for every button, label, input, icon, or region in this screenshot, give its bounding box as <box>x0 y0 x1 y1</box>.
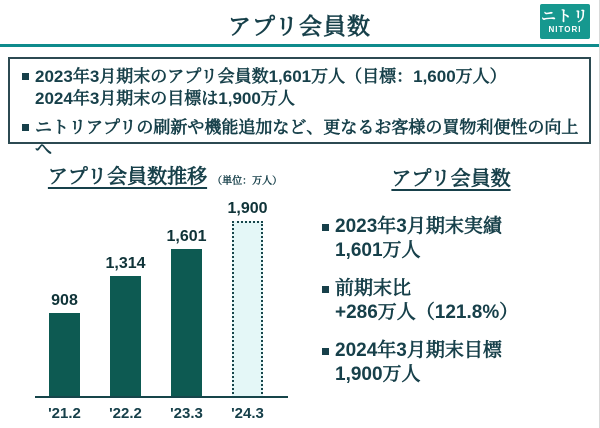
summary-bullet <box>22 66 579 110</box>
summary-bullet <box>22 117 579 161</box>
slide-header <box>0 0 599 44</box>
detail-bullet <box>322 277 592 325</box>
bullet-square-icon <box>322 286 329 293</box>
detail-line: 1,900万人 <box>335 364 421 385</box>
bullet-square-icon <box>22 73 29 80</box>
chart-title: アプリ会員数推移 <box>47 166 208 188</box>
detail-bullet <box>322 215 592 263</box>
nitori-logo-en-text: NITORI <box>548 25 582 34</box>
bar-category-label: '22.2 <box>109 405 142 422</box>
summary-line: 2024年3月期末の目標は1,900万人 <box>35 89 295 108</box>
bar-category-label: '24.3 <box>231 405 264 422</box>
bar-group <box>48 292 81 422</box>
detail-bullet-text <box>335 277 518 325</box>
nitori-logo-jp-text: ニトリ <box>540 8 589 25</box>
bullet-square-icon <box>322 348 329 355</box>
header-divider <box>0 44 599 47</box>
x-axis-line <box>35 396 288 398</box>
bar-group <box>105 255 146 422</box>
summary-box <box>8 57 591 159</box>
bar-value-label: 1,601 <box>166 228 207 245</box>
detail-bullet-text <box>335 339 502 387</box>
bar-group <box>166 228 207 422</box>
detail-line: 2024年3月期末目標 <box>335 340 502 361</box>
bullet-square-icon <box>22 124 29 131</box>
details-title: アプリ会員数 <box>391 168 511 190</box>
page-title: アプリ会員数 <box>227 13 372 39</box>
bar-21-2 <box>49 313 80 398</box>
bar-value-label: 908 <box>51 292 78 309</box>
detail-bullet <box>322 339 592 387</box>
bar-23-3 <box>171 249 202 398</box>
nitori-logo <box>540 4 590 39</box>
summary-line: ニトリアプリの刷新や機能追加など、更なるお客様の買物利便性の向上へ <box>35 118 579 159</box>
detail-line: +286万人（121.8%） <box>335 302 519 323</box>
bar-category-label: '21.2 <box>48 405 81 422</box>
details-section <box>310 158 592 428</box>
bullet-square-icon <box>322 224 329 231</box>
chart-header <box>20 160 310 189</box>
bar-22-2 <box>110 276 141 398</box>
detail-line: 前期末比 <box>335 278 412 299</box>
bar-24-3-target <box>232 221 263 398</box>
chart-unit-label: （単位：万人） <box>212 176 283 187</box>
bar-value-label: 1,314 <box>105 255 146 272</box>
chart-section <box>20 158 310 428</box>
summary-line: 2023年3月期末のアプリ会員数1,601万人（目標：1,600万人） <box>35 67 507 86</box>
summary-bullet-text <box>35 66 507 110</box>
detail-line: 1,601万人 <box>335 240 421 261</box>
bar-category-label: '23.3 <box>170 405 203 422</box>
bar-value-label: 1,900 <box>227 200 268 217</box>
detail-bullet-text <box>335 215 502 263</box>
bar-chart <box>48 200 268 422</box>
details-bullet-list <box>322 215 592 401</box>
detail-line: 2023年3月期末実績 <box>335 216 502 237</box>
summary-bullet-text <box>35 117 579 161</box>
bar-group <box>227 200 268 422</box>
